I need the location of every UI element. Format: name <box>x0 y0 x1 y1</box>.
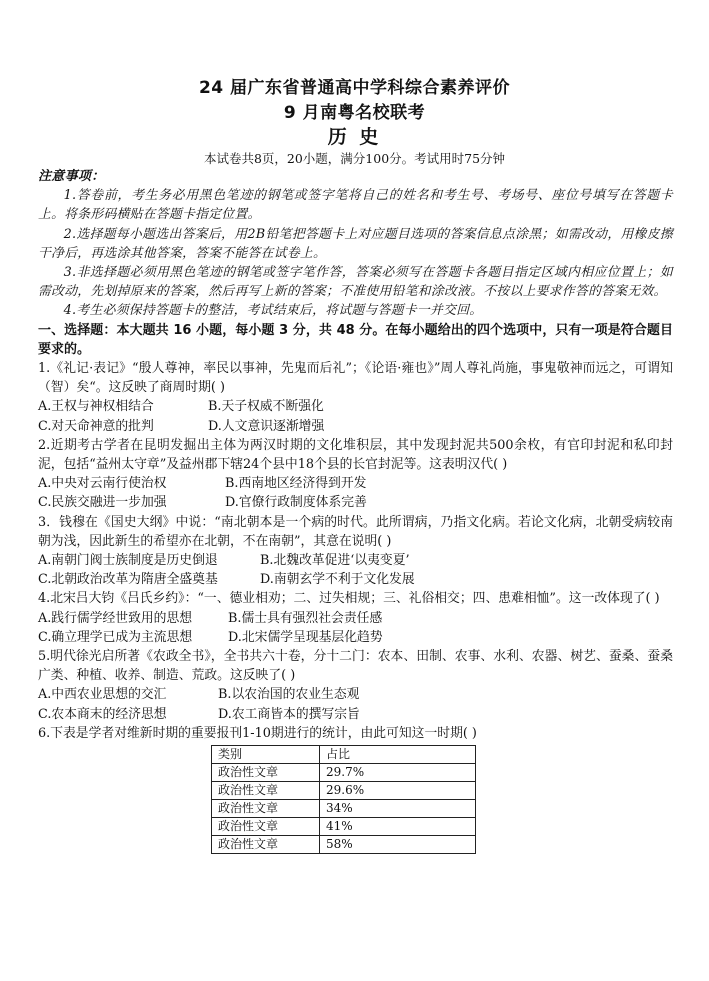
question-stem: 6.下表是学者对维新时期的重要报刊1-10期进行的统计，由此可知这一时期( ) <box>38 725 477 741</box>
option-a: A.践行儒学经世致用的思想 <box>38 610 193 626</box>
question-stem: 1.《礼记·表记》“殷人尊神，率民以事神，先鬼而后礼”；《论语·雍也》”周人尊礼尚施，事鬼敬神而远之，可谓知（智）矣“。这反映了商周时期( ) <box>38 361 673 396</box>
option-b: B.天子权威不断强化 <box>208 399 324 415</box>
exam-info: 本试卷共8页，20小题，满分100分。考试用时75分钟 <box>203 151 506 166</box>
table-header-cell: 类别 <box>212 746 320 764</box>
table-cell: 34% <box>320 800 476 818</box>
table-cell: 29.7% <box>320 764 476 782</box>
option-b: B.以农治国的农业生态观 <box>218 687 360 703</box>
question-5 <box>38 647 673 724</box>
option-a: A.南朝门阀士族制度是历史倒退 <box>38 553 218 569</box>
question-stem: 4.北宋吕大钧《吕氏乡约》：“一、德业相劝；二、过失相规；三、礼俗相交；四、患难相恤”。这一改体现了( ) <box>38 591 660 607</box>
note-item: 2.选择题每小题选出答案后，用2B铅笔把答题卡上对应题目选项的答案信息点涂黑；如需改动，用橡皮擦干净后，再选涂其他答案，答案不能答在试卷上。 <box>38 226 673 261</box>
option-b: B.西南地区经济得到开发 <box>225 476 367 492</box>
table-header-cell: 占比 <box>320 746 476 764</box>
option-c: C.北朝政治改革为隋唐全盛奠基 <box>38 572 218 588</box>
option-d: D.北宋儒学呈现基层化趋势 <box>228 629 383 645</box>
options-row <box>38 493 673 512</box>
options-row <box>38 474 673 493</box>
table-cell: 58% <box>320 836 476 854</box>
table-row <box>212 800 476 818</box>
option-b: B.儒士具有强烈社会责任感 <box>228 610 383 626</box>
exam-title-line2: 9 月南粤名校联考 <box>283 103 426 123</box>
options-row <box>38 609 673 628</box>
table-cell: 41% <box>320 818 476 836</box>
notes-heading: 注意事项： <box>38 169 105 184</box>
question-6 <box>38 724 673 854</box>
options-row <box>38 570 673 589</box>
stats-table <box>211 745 476 854</box>
option-c: C.确立理学已成为主流思想 <box>38 629 193 645</box>
section-heading: 一、选择题：本大题共 16 小题，每小题 3 分，共 48 分。在每小题给出的四个选项中，只有一项是符合题目要求的。 <box>38 322 673 357</box>
table-row <box>212 818 476 836</box>
question-1 <box>38 359 673 436</box>
option-c: C.民族交融进一步加强 <box>38 495 167 511</box>
table-cell: 政治性文章 <box>212 764 320 782</box>
question-2 <box>38 436 673 513</box>
question-3 <box>38 513 673 590</box>
options-row <box>38 417 673 436</box>
table-row <box>212 782 476 800</box>
table-cell: 政治性文章 <box>212 800 320 818</box>
options-row <box>38 628 673 647</box>
table-row <box>212 764 476 782</box>
option-a: A.王权与神权相结合 <box>38 399 154 415</box>
table-header-row <box>212 746 476 764</box>
exam-title-line1: 24 届广东省普通高中学科综合素养评价 <box>198 78 511 98</box>
note-item: 3.非选择题必须用黑色笔迹的钢笔或签字笔作答，答案必须写在答题卡各题目指定区域内相应位置上；如需改动，先划掉原来的答案，然后再写上新的答案；不准使用铅笔和涂改液。不按以上要求作答的答案无效。 <box>38 265 673 300</box>
question-stem: 3．钱穆在《国史大纲》中说：“南北朝本是一个病的时代。此所谓病，乃指文化病。若论文化病，北朝受病较南朝为浅，因此新生的希望亦在北朝，不在南朝”，其意在说明( ) <box>38 514 673 549</box>
option-a: A.中西农业思想的交汇 <box>38 687 167 703</box>
option-d: D.南朝玄学不利于文化发展 <box>260 572 415 588</box>
options-row <box>38 685 673 704</box>
exam-body <box>38 167 673 854</box>
table-cell: 政治性文章 <box>212 782 320 800</box>
option-c: C.对天命神意的批判 <box>38 418 154 434</box>
option-c: C.农本商末的经济思想 <box>38 706 167 722</box>
note-item: 4.考生必须保持答题卡的整洁，考试结束后，将试题与答题卡一并交回。 <box>63 303 483 319</box>
table-cell: 政治性文章 <box>212 836 320 854</box>
table-cell: 政治性文章 <box>212 818 320 836</box>
option-a: A.中央对云南行使治权 <box>38 476 167 492</box>
table-cell: 29.6% <box>320 782 476 800</box>
table-row <box>212 836 476 854</box>
options-row <box>38 705 673 724</box>
note-item: 1.答卷前，考生务必用黑色笔迹的钢笔或签字笔将自己的姓名和考生号、考场号、座位号填写在答题卡上。将条形码横贴在答题卡指定位置。 <box>38 188 673 223</box>
option-d: D.人文意识逐渐增强 <box>208 418 325 434</box>
question-4 <box>38 589 673 647</box>
subject-title: 历 史 <box>327 126 382 148</box>
option-d: D.农工商皆本的撰写宗旨 <box>218 706 360 722</box>
notes-section <box>38 167 673 321</box>
option-b: B.北魏改革促进‘以夷变夏’ <box>260 553 410 569</box>
options-row <box>38 551 673 570</box>
option-d: D.官僚行政制度体系完善 <box>225 495 367 511</box>
question-stem: 2.近期考古学者在昆明发掘出主体为两汉时期的文化堆积层，其中发现封泥共500余枚，有官印封泥和私印封泥，包括“益州太守章”及益州郡下辖24个县中18个县的长官封泥等。这表明汉代( ) <box>38 437 673 473</box>
question-stem: 5.明代徐光启所著《农政全书》，全书共六十卷，分十二门：农本、田制、农事、水利、农器、树艺、蚕桑、蚕桑广类、种植、收养、制造、荒政。这反映了( ) <box>38 649 673 684</box>
options-row <box>38 397 673 416</box>
